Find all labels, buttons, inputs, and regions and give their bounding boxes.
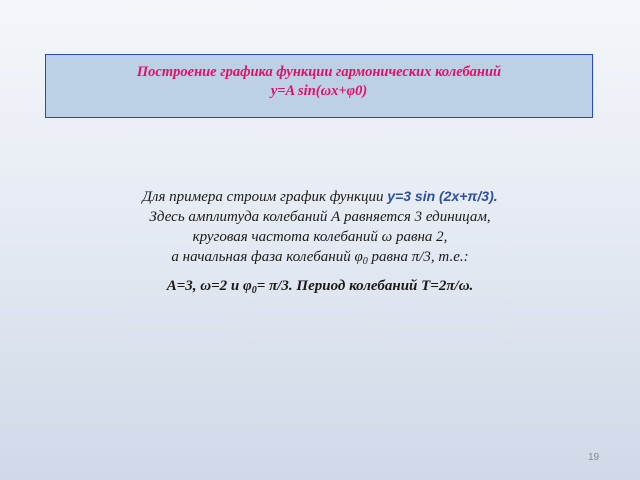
body-line-5-sub: 0 [251, 285, 257, 296]
example-formula: y=3 sin (2x+π/3). [387, 188, 498, 204]
body-line-5-b: = π/3. Период колебаний T=2π/ω. [256, 278, 474, 294]
body-line-5 [60, 276, 580, 301]
body-line-1-text: Для примера строим график функции [142, 189, 388, 205]
body-line-4-a: а начальная фаза колебаний φ [171, 249, 363, 265]
title-box [45, 54, 593, 118]
page-number: 19 [588, 452, 600, 463]
title-line-1: Построение графика функции гармонических колебаний [136, 64, 502, 80]
body-line-5-a: A=3, ω=2 и φ [166, 278, 252, 294]
body-line-4-sub: 0 [362, 256, 368, 267]
body-line-1 [60, 186, 580, 207]
body-line-4-b: равна π/3, т.е.: [367, 249, 469, 265]
body-line-4 [60, 247, 580, 272]
body-text [60, 186, 580, 301]
body-line-2: Здесь амплитуда колебаний А равняется 3 единицам, [149, 209, 491, 225]
body-line-3: круговая частота колебаний ω равна 2, [192, 229, 448, 245]
title-line-2: y=A sin(ωx+φ0) [270, 83, 368, 99]
